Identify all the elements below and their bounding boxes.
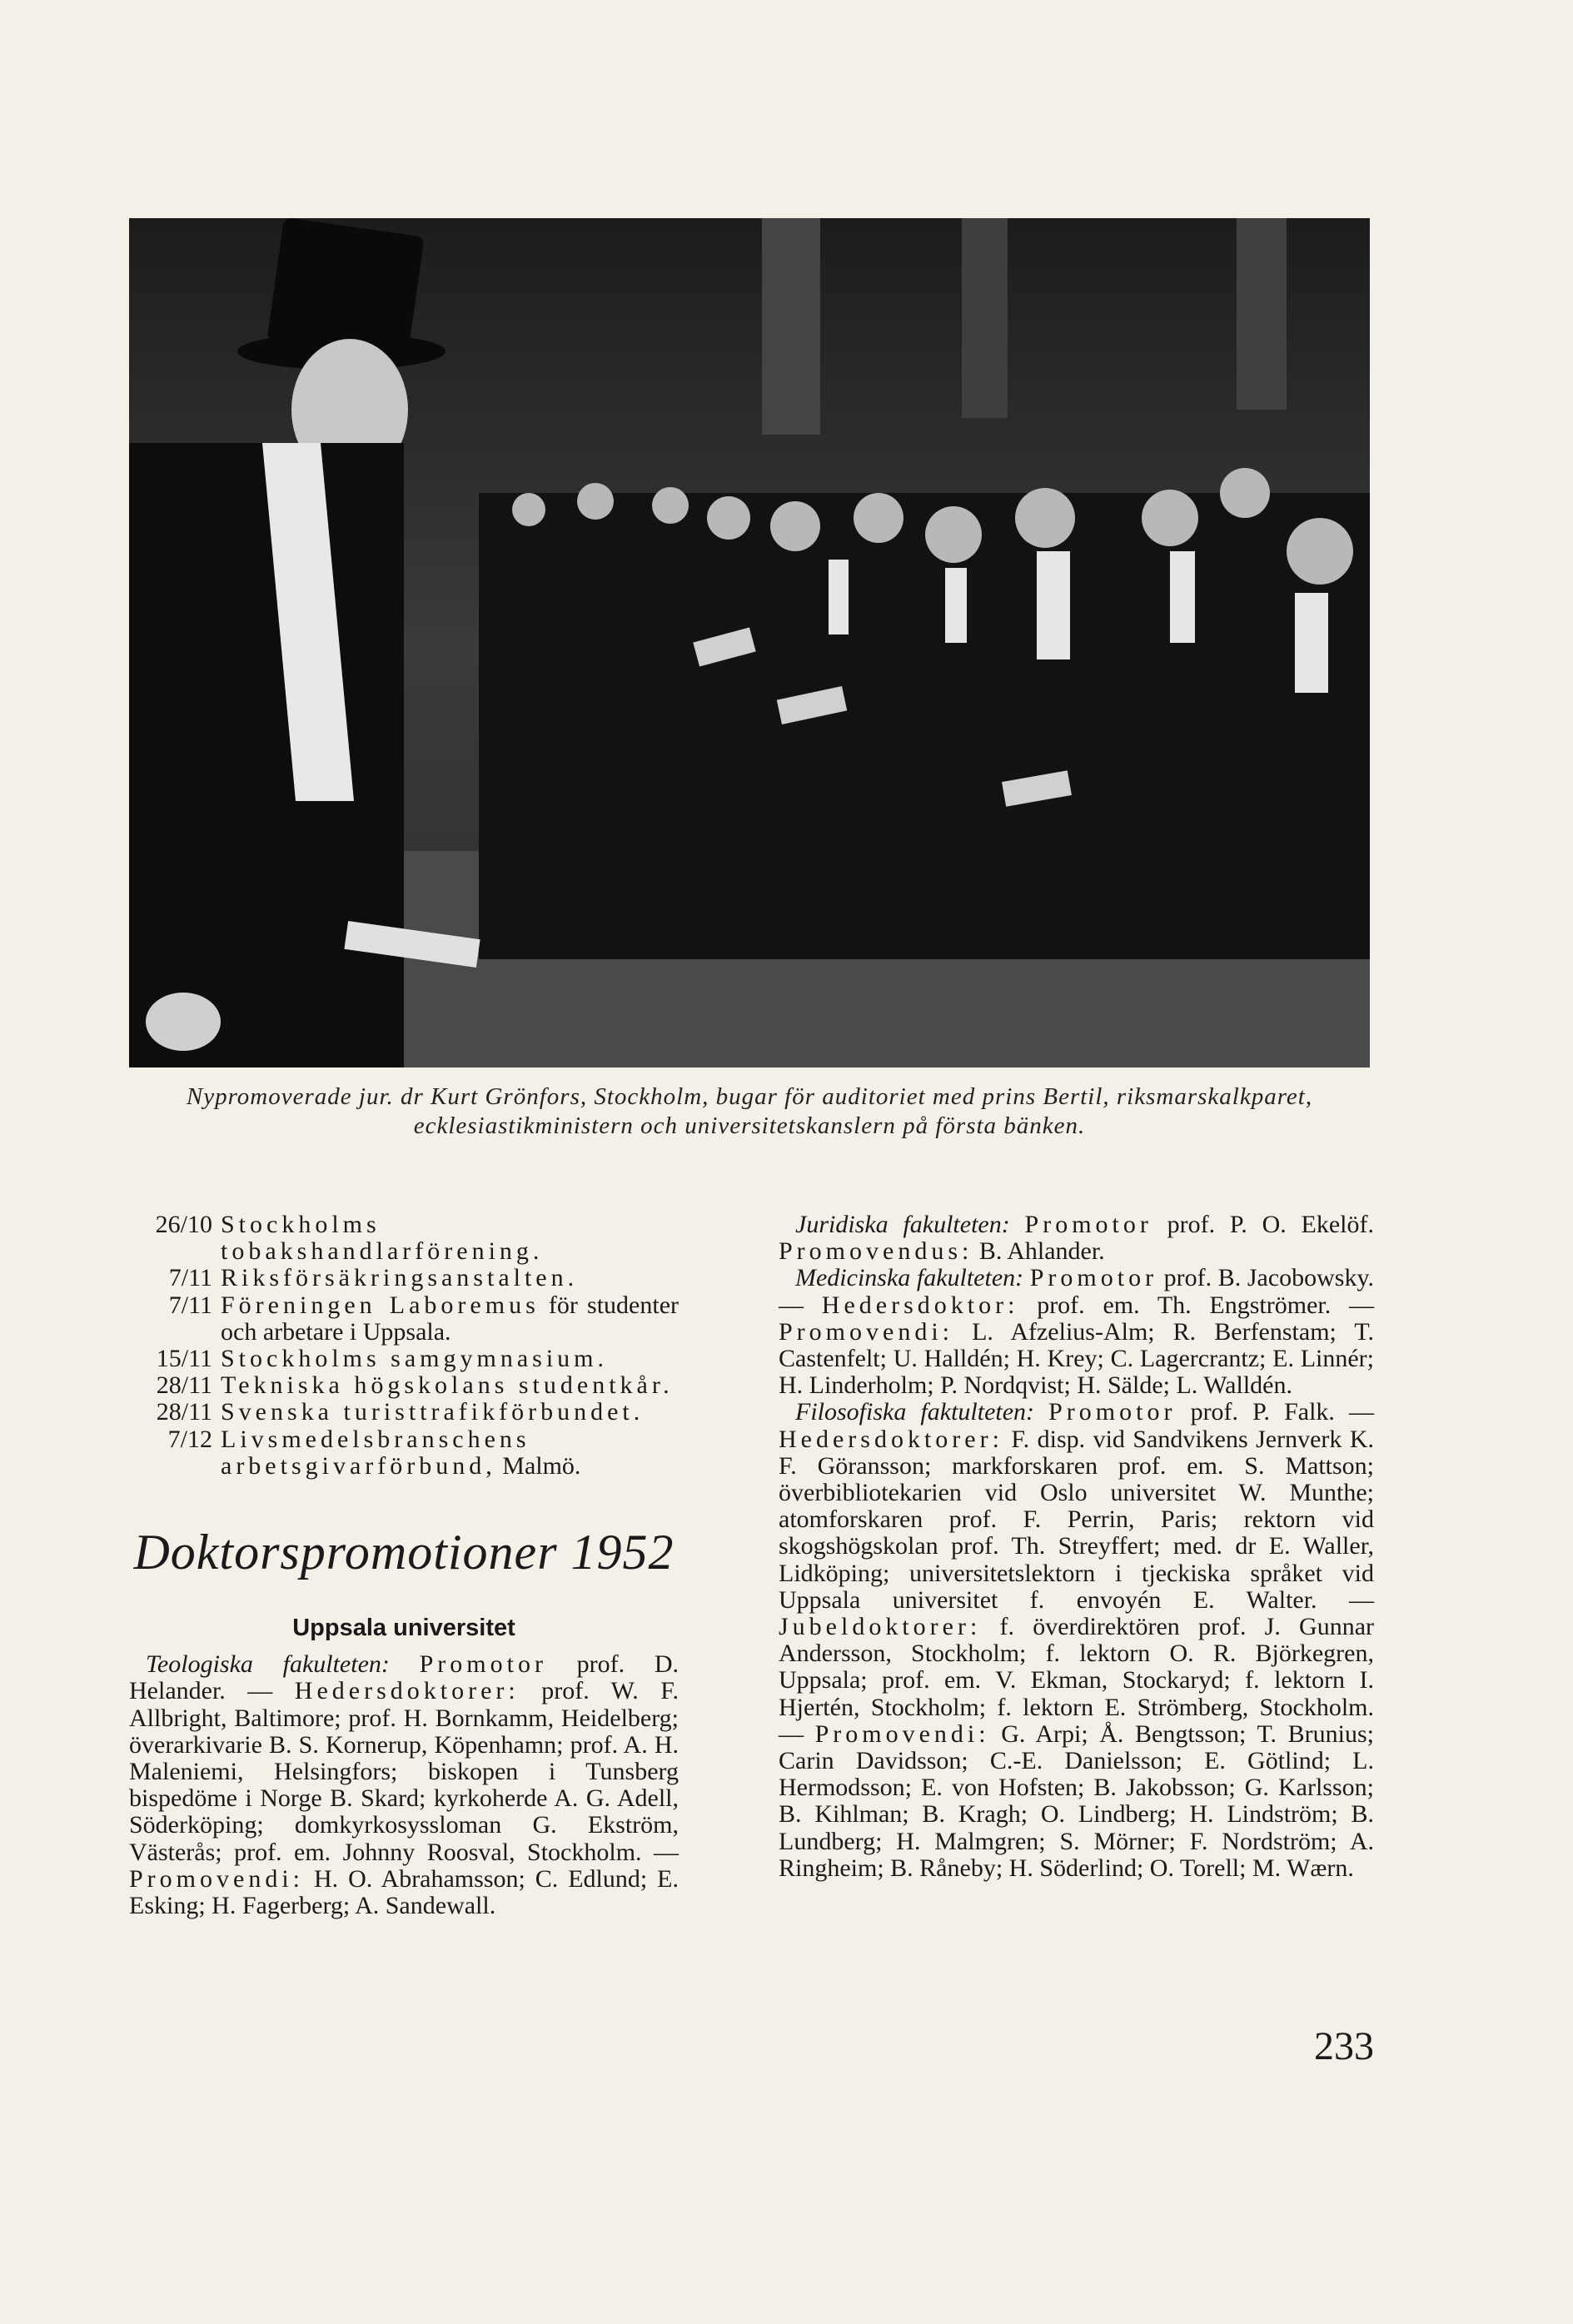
event-row bbox=[129, 1399, 679, 1426]
event-text: Stockholms samgymnasium. bbox=[221, 1345, 608, 1373]
right-column bbox=[779, 1212, 1374, 1882]
promovendi-label: Promovendi: bbox=[814, 1719, 990, 1748]
promotor-label: Promotor bbox=[419, 1650, 547, 1679]
event-row bbox=[129, 1426, 679, 1480]
ceremony-photo bbox=[129, 218, 1370, 1067]
page-number: 233 bbox=[1314, 2024, 1374, 2068]
event-text-spaced: Livsmedelsbranschens arbetsgivarförbund, bbox=[221, 1425, 530, 1480]
hedersdoktorer-label: Hedersdoktorer: bbox=[779, 1425, 1003, 1453]
promovendi-label: Promovendi: bbox=[129, 1864, 304, 1893]
event-text-rest: för studenter och arbetare i Uppsala. bbox=[221, 1291, 679, 1346]
event-text-rest: Malmö. bbox=[502, 1451, 581, 1480]
promovendi-label: Promovendi: bbox=[779, 1317, 953, 1346]
event-date: 7/12 bbox=[167, 1425, 212, 1453]
event-date: 28/11 bbox=[156, 1371, 212, 1400]
event-row bbox=[129, 1212, 679, 1265]
left-column bbox=[129, 1212, 679, 1919]
event-date: 7/11 bbox=[168, 1291, 212, 1319]
promovendi-list: G. Arpi; Å. Bengtsson; T. Brunius; Carin Davidsson; C.-E. Danielsson; E. Götlind; L. Hermodsson; E. von Hofsten; B. Jakobsson; G. Karlsson; B. Kihlman; B. Kragh; O. Lindberg; H. Lindström; B. Lundberg; H. Malmgren; S. Mörner; F. Nordström; A. Ringheim; B. Råneby; H. Söderlind; O. Torell; M. Wærn. bbox=[779, 1719, 1375, 1882]
event-text: Riksförsäkringsanstalten. bbox=[221, 1264, 579, 1292]
promovendus-name: B. Ahlander. bbox=[978, 1237, 1105, 1266]
hedersdoktorer-label: Hedersdoktorer: bbox=[294, 1677, 520, 1705]
event-row bbox=[129, 1346, 679, 1372]
philosophy-paragraph bbox=[779, 1399, 1374, 1882]
event-row bbox=[129, 1292, 679, 1346]
event-text bbox=[221, 1292, 679, 1346]
hedersdoktorer-list: prof. W. F. Allbright, Baltimore; prof. H. Bornkamm, Heidelberg; överarkivarie B. S. Kornerup, Köpenhamn; prof. A. H. Maleniemi, Helsingfors; biskopen i Tunsberg bispedöme i Norge B. Skard; kyrkoherde A. G. Adell, Söderköping; domkyrkosyssloman G. Ekström, Västerås; prof. em. Johnny Roosval, Stockholm. — bbox=[129, 1677, 679, 1866]
faculty-label: Teologiska fakulteten: bbox=[146, 1650, 390, 1679]
hedersdoktor-name: prof. em. Th. Engströmer. — bbox=[1037, 1291, 1375, 1319]
hedersdoktor-label: Hedersdoktor: bbox=[821, 1291, 1019, 1319]
promovendus-label: Promovendus: bbox=[779, 1237, 973, 1266]
law-paragraph bbox=[779, 1212, 1374, 1265]
theology-paragraph bbox=[129, 1651, 679, 1919]
event-date: 26/10 bbox=[155, 1211, 212, 1238]
medicine-paragraph bbox=[779, 1265, 1374, 1399]
event-text bbox=[221, 1426, 679, 1480]
event-text: Tekniska högskolans studentkår. bbox=[221, 1371, 674, 1400]
event-row bbox=[129, 1372, 679, 1399]
event-text: Stockholms tobakshandlarförening. bbox=[221, 1211, 544, 1266]
university-heading: Uppsala universitet bbox=[292, 1615, 515, 1642]
promotor-label: Promotor bbox=[1024, 1211, 1152, 1238]
event-text-spaced: Föreningen Laboremus bbox=[221, 1291, 540, 1319]
photo-ceremony-icon bbox=[129, 218, 1370, 1067]
event-text: Svenska turisttrafikförbundet. bbox=[221, 1398, 645, 1426]
faculty-label: Juridiska fakulteten: bbox=[795, 1211, 1010, 1238]
faculty-label: Medicinska fakulteten: bbox=[795, 1264, 1024, 1292]
promotor-name: prof. D. Helander. — bbox=[129, 1650, 679, 1705]
promovendi-list: L. Afzelius-Alm; R. Berfenstam; T. Castenfelt; U. Halldén; H. Krey; C. Lagercrantz; E. Linnér; H. Linderholm; P. Nordqvist; H. Sälde; L. Walldén. bbox=[779, 1317, 1374, 1400]
promotor-name: prof. P. O. Ekelöf. bbox=[1167, 1211, 1374, 1238]
promovendi-list: H. O. Abrahamsson; C. Edlund; E. Esking; H. Fagerberg; A. Sandewall. bbox=[129, 1864, 679, 1920]
faculty-label: Filosofiska faktulteten: bbox=[795, 1398, 1035, 1426]
event-date: 7/11 bbox=[168, 1264, 212, 1292]
promotor-name: prof. B. Jacobowsky. — bbox=[779, 1264, 1375, 1319]
event-row bbox=[129, 1265, 679, 1291]
jubeldoktorer-list: f. överdirektören prof. J. Gunnar Andersson, Stockholm; f. lektorn O. R. Björkegren, Uppsala; prof. em. V. Ekman, Stockaryd; f. lektorn I. Hjertén, Stockholm; f. lektorn E. Strömberg, Stockholm. — bbox=[779, 1613, 1375, 1748]
hedersdoktorer-list: F. disp. vid Sandvikens Jernverk K. F. Göransson; markforskaren prof. em. S. Mattson; överbibliotekarien vid Oslo universitet W. Munthe; atomforskaren prof. F. Perrin, Paris; rektorn vid skogshögskolan prof. Th. Streyffert; med. dr E. Waller, Lidköping; universitetslektorn i tjeckiska språket vid Uppsala universitet f. envoyén E. Walter. — bbox=[779, 1425, 1375, 1614]
promotor-label: Promotor bbox=[1048, 1398, 1177, 1426]
promotor-label: Promotor bbox=[1029, 1264, 1158, 1292]
photo-caption: Nypromoverade jur. dr Kurt Grönfors, Stockholm, bugar för auditoriet med prins Bertil, riksmarskalkparet, ecklesiastikministern och universitetskanslern på första bänken. bbox=[186, 1083, 1313, 1139]
section-heading: Doktorspromotioner 1952 bbox=[133, 1525, 674, 1580]
event-date: 15/11 bbox=[156, 1345, 212, 1373]
promotor-name: prof. P. Falk. — bbox=[1190, 1398, 1374, 1426]
jubeldoktorer-label: Jubeldoktorer: bbox=[779, 1613, 982, 1641]
event-date: 28/11 bbox=[156, 1398, 212, 1426]
